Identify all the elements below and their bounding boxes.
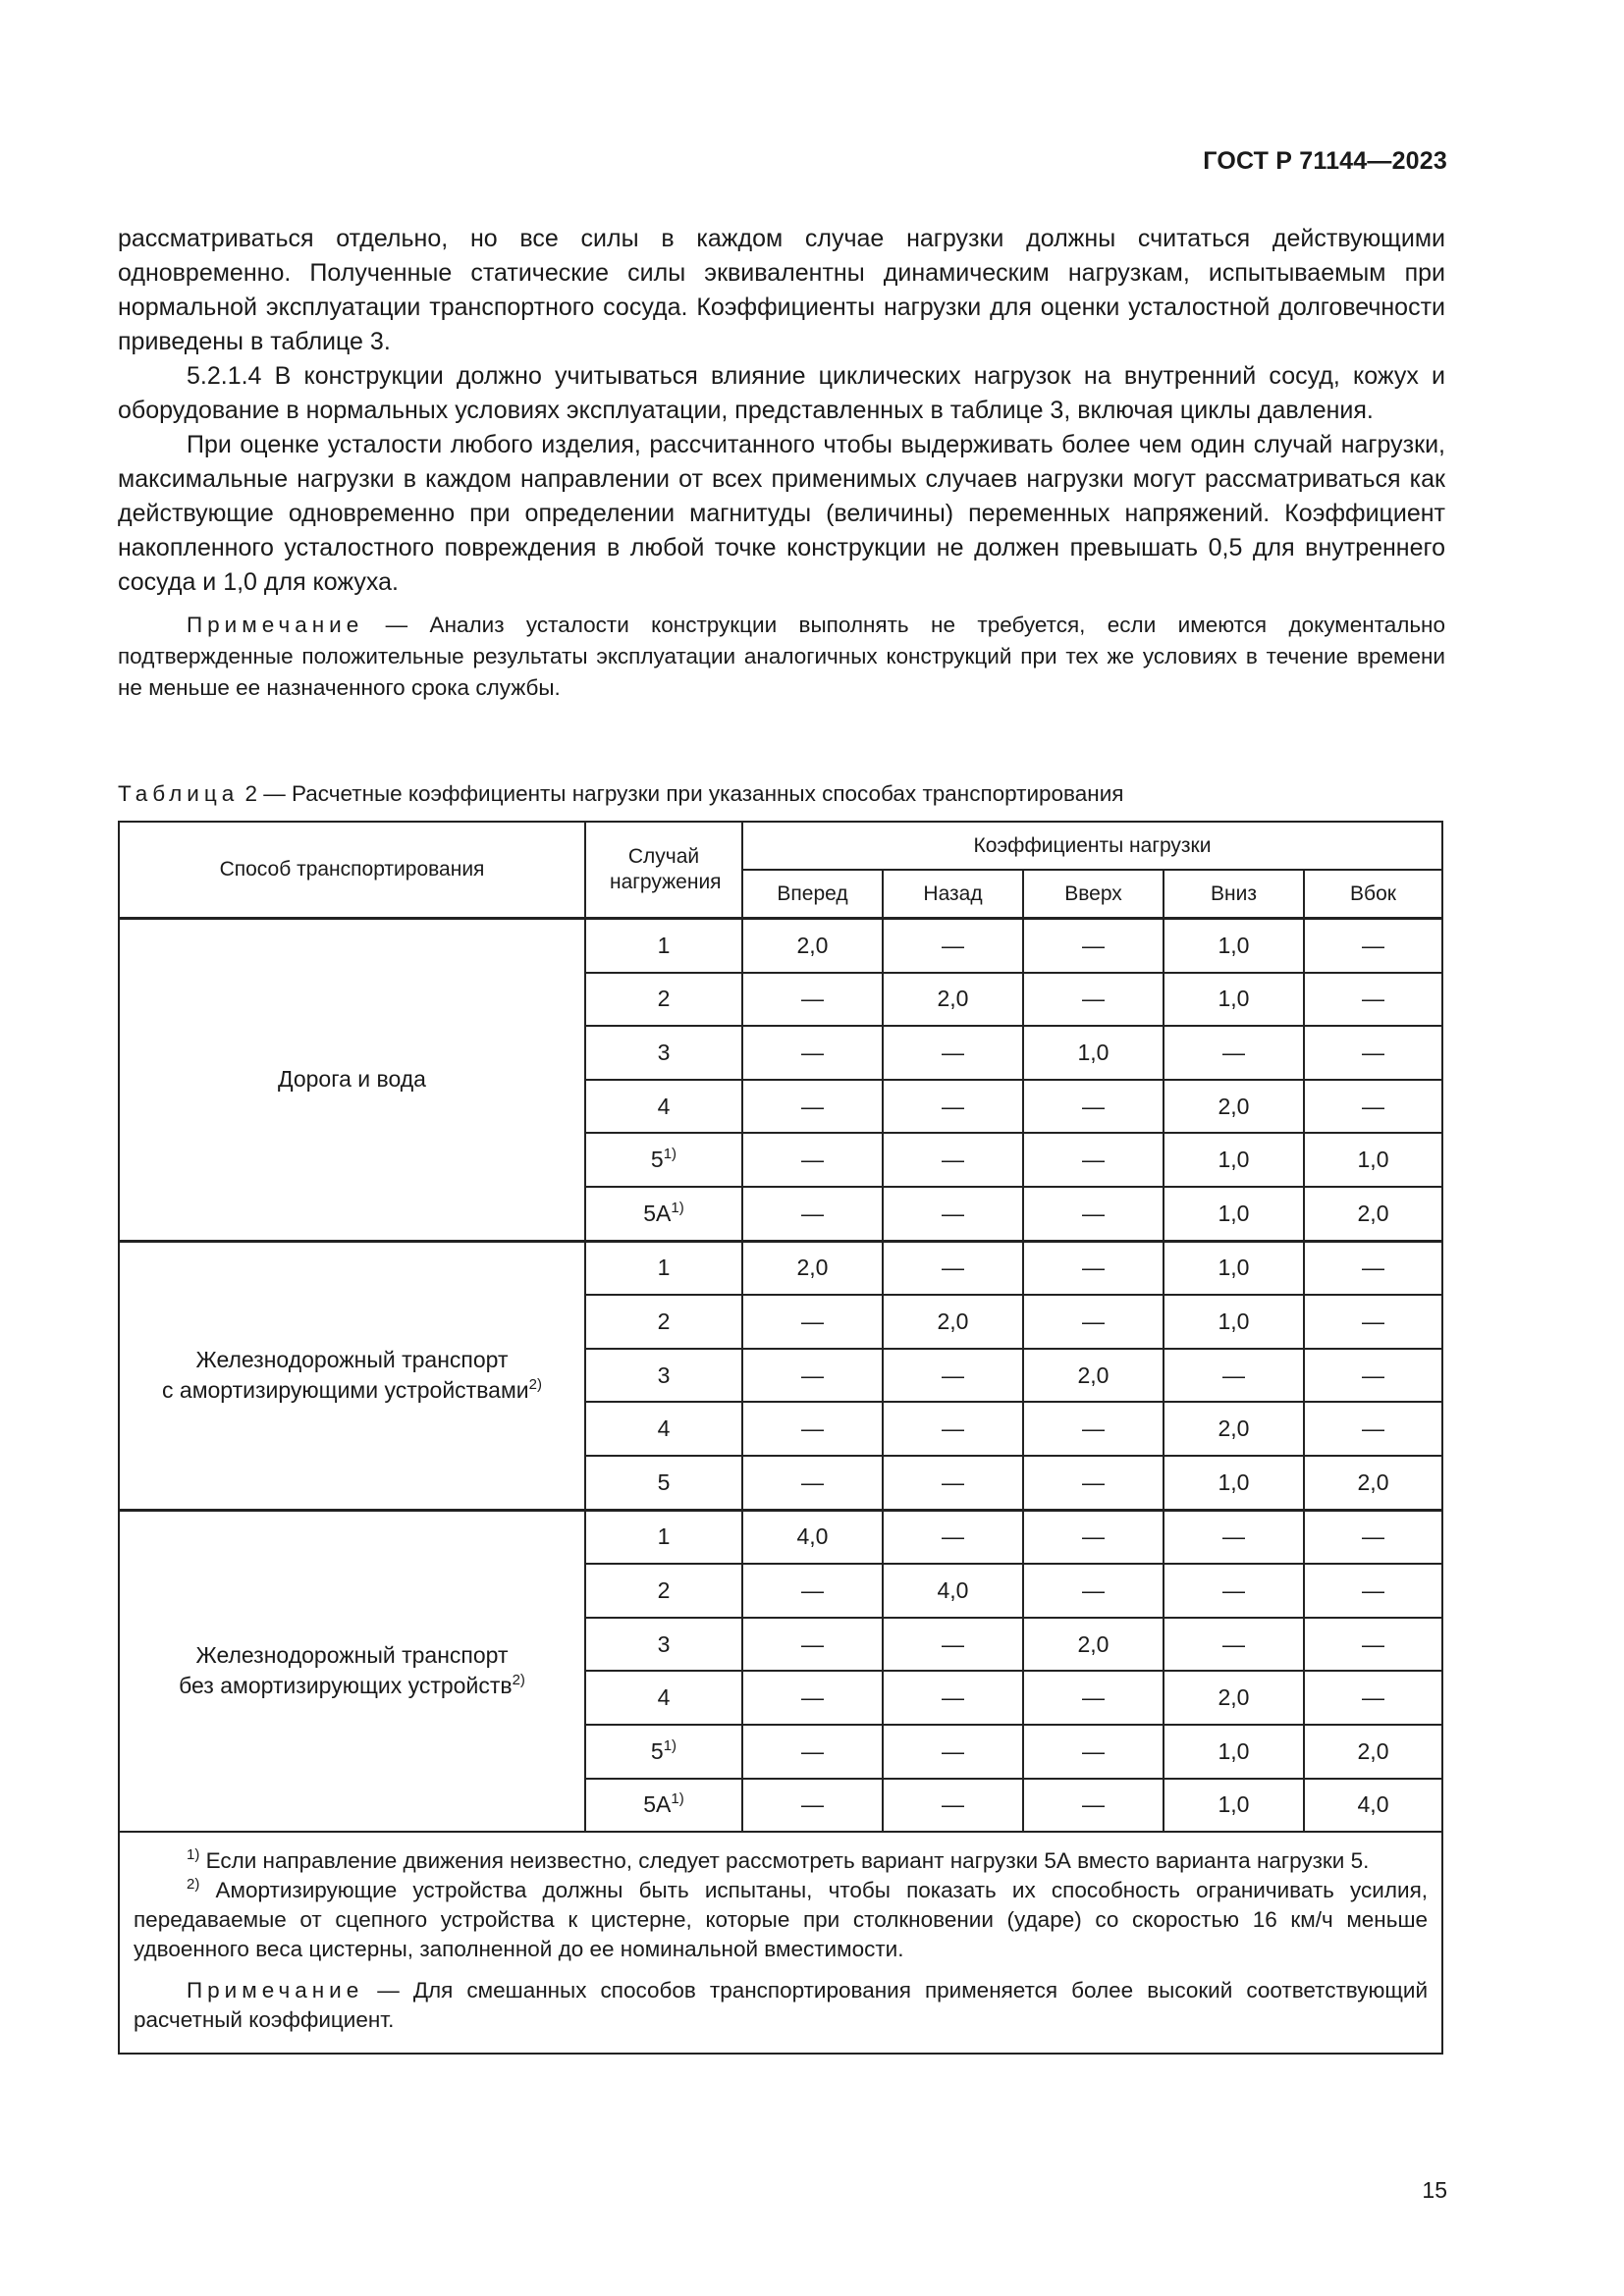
load-case-number: 2	[657, 986, 671, 1012]
coef-down: —	[1164, 1618, 1304, 1672]
transport-method-line1: Дорога и вода	[278, 1066, 426, 1093]
coef-down: 1,0	[1164, 1456, 1304, 1510]
table-caption-label: Таблица	[118, 781, 240, 806]
load-case-footnote-mark: 1)	[663, 1146, 677, 1163]
load-case-footnote-mark: 1)	[671, 1199, 684, 1216]
load-case-number: 5	[650, 1737, 664, 1764]
coef-back: —	[883, 1241, 1023, 1295]
load-case	[585, 1671, 742, 1725]
coef-forward: —	[742, 1402, 883, 1456]
coef-down: 1,0	[1164, 1187, 1304, 1241]
load-case-number: 5	[650, 1147, 664, 1173]
coef-forward: —	[742, 1187, 883, 1241]
load-case-number: 5А	[643, 1200, 672, 1226]
load-case-number: 3	[657, 1039, 671, 1065]
load-case	[585, 1618, 742, 1672]
footnote-2	[134, 1876, 1428, 1964]
load-case	[585, 1725, 742, 1779]
load-case	[585, 1295, 742, 1349]
coef-forward: —	[742, 1295, 883, 1349]
table-footnotes	[119, 1832, 1442, 2054]
load-case-number: 5	[657, 1468, 671, 1495]
load-coefficients-table	[118, 821, 1443, 2055]
footnote-1	[134, 1846, 1428, 1876]
transport-method-line2: без амортизирующих устройств	[179, 1673, 513, 1699]
paragraph-5-2-1-4: 5.2.1.4 В конструкции должно учитываться влияние циклических нагрузок на внутренний сосуд, кожух и оборудование в нормальных условиях эксплуатации, представленных в таблице 3, включая циклы давления.	[118, 362, 1445, 424]
table-row	[119, 1241, 1442, 1295]
coef-forward: —	[742, 1456, 883, 1510]
transport-method-line1: Железнодорожный транспорт	[195, 1347, 509, 1373]
coef-up: 2,0	[1023, 1618, 1164, 1672]
load-case-number: 1	[657, 1255, 671, 1281]
transport-method-line2: с амортизирующими устройствами	[162, 1377, 529, 1404]
coef-back: —	[883, 1080, 1023, 1134]
coef-back: —	[883, 1725, 1023, 1779]
transport-method	[119, 919, 585, 1242]
coef-forward: 4,0	[742, 1510, 883, 1564]
note-fatigue	[118, 610, 1445, 704]
load-case-number: 1	[657, 932, 671, 958]
table-body	[119, 919, 1442, 1833]
load-case-number: 4	[657, 1415, 671, 1442]
coef-side: —	[1304, 1402, 1442, 1456]
coef-down: 2,0	[1164, 1402, 1304, 1456]
coef-down: 1,0	[1164, 1779, 1304, 1833]
coef-back: 2,0	[883, 973, 1023, 1027]
coef-down: 1,0	[1164, 1241, 1304, 1295]
coef-back: —	[883, 1779, 1023, 1833]
coef-back: 4,0	[883, 1564, 1023, 1618]
coef-up: —	[1023, 973, 1164, 1027]
coef-up: —	[1023, 1564, 1164, 1618]
load-case-number: 3	[657, 1630, 671, 1657]
transport-method	[119, 1241, 585, 1510]
header-forward: Вперед	[742, 870, 883, 919]
coef-forward: —	[742, 1725, 883, 1779]
footnote-2-mark: 2)	[187, 1876, 200, 1894]
coef-down: —	[1164, 1564, 1304, 1618]
footnote-1-text: Если направление движения неизвестно, следует рассмотреть вариант нагрузки 5А вместо варианта нагрузки 5.	[199, 1848, 1370, 1874]
header-up: Вверх	[1023, 870, 1164, 919]
coef-back: —	[883, 1187, 1023, 1241]
load-case	[585, 1026, 742, 1080]
coef-forward: —	[742, 1618, 883, 1672]
coef-forward: —	[742, 1349, 883, 1403]
coef-side: —	[1304, 1349, 1442, 1403]
table-caption	[118, 781, 1123, 807]
coef-side: —	[1304, 1564, 1442, 1618]
footnote-1-mark: 1)	[187, 1846, 200, 1864]
header-down: Вниз	[1164, 870, 1304, 919]
coef-up: —	[1023, 1402, 1164, 1456]
load-case	[585, 1349, 742, 1403]
load-case	[585, 1402, 742, 1456]
load-case-number: 4	[657, 1093, 671, 1119]
load-case	[585, 1779, 742, 1833]
coef-down: 2,0	[1164, 1671, 1304, 1725]
coef-side: —	[1304, 1241, 1442, 1295]
coef-up: —	[1023, 1133, 1164, 1187]
body-text	[118, 222, 1445, 704]
header-coefficients: Коэффициенты нагрузки	[742, 822, 1442, 870]
standard-code: ГОСТ Р 71144—2023	[1203, 147, 1447, 175]
paragraph-fatigue: При оценке усталости любого изделия, рассчитанного чтобы выдерживать более чем один случай нагрузки, максимальные нагрузки в каждом направлении от всех применимых случаев нагрузки могут рассматриваться как действующие одновременно при определении магнитуды (величины) переменных напряжений. Коэффициент накопленного усталостного повреждения в любой точке конструкции не должен превышать 0,5 для внутреннего сосуда и 1,0 для кожуха.	[118, 431, 1445, 596]
coef-forward: —	[742, 1564, 883, 1618]
table-note	[134, 1976, 1428, 2035]
coef-side: —	[1304, 973, 1442, 1027]
load-case	[585, 1133, 742, 1187]
coef-side: —	[1304, 1510, 1442, 1564]
coef-forward: —	[742, 973, 883, 1027]
load-case	[585, 1080, 742, 1134]
load-case	[585, 919, 742, 973]
coef-up: —	[1023, 1241, 1164, 1295]
coef-side: —	[1304, 1026, 1442, 1080]
table-caption-text: 2 — Расчетные коэффициенты нагрузки при указанных способах транспортирования	[239, 781, 1124, 806]
coef-down: 2,0	[1164, 1080, 1304, 1134]
load-case	[585, 1510, 742, 1564]
table-note-text: — Для смешанных способов транспортирования применяется более высокий соответствующий расчетный коэффициент.	[134, 1978, 1429, 2033]
transport-method-footnote-mark: 2)	[512, 1672, 525, 1689]
coef-side: 4,0	[1304, 1779, 1442, 1833]
coef-forward: 2,0	[742, 919, 883, 973]
coef-back: —	[883, 1456, 1023, 1510]
coef-forward: —	[742, 1779, 883, 1833]
coef-forward: —	[742, 1671, 883, 1725]
coef-side: —	[1304, 1080, 1442, 1134]
load-case-number: 2	[657, 1576, 671, 1603]
coef-back: —	[883, 1349, 1023, 1403]
page-number: 15	[1422, 2177, 1447, 2203]
table-row	[119, 1510, 1442, 1564]
coef-up: —	[1023, 1187, 1164, 1241]
load-case	[585, 1187, 742, 1241]
load-case-number: 2	[657, 1308, 671, 1334]
coef-up: —	[1023, 1510, 1164, 1564]
table-note-label: Примечание	[187, 1978, 364, 2003]
coef-forward: —	[742, 1080, 883, 1134]
load-case	[585, 1564, 742, 1618]
note-label: Примечание	[187, 613, 364, 637]
coef-back: —	[883, 1618, 1023, 1672]
coef-side: —	[1304, 1295, 1442, 1349]
header-side: Вбок	[1304, 870, 1442, 919]
coef-back: —	[883, 919, 1023, 973]
load-case	[585, 1456, 742, 1510]
load-case-number: 4	[657, 1684, 671, 1711]
load-case	[585, 1241, 742, 1295]
transport-method	[119, 1510, 585, 1832]
coef-up: —	[1023, 1080, 1164, 1134]
coef-back: —	[883, 1026, 1023, 1080]
coef-side: —	[1304, 919, 1442, 973]
note-text: — Анализ усталости конструкции выполнять не требуется, если имеются документально подтвержденные положительные результаты эксплуатации аналогичных конструкций при тех же условиях в течение времени не меньше ее назначенного срока службы.	[118, 613, 1445, 700]
header-back: Назад	[883, 870, 1023, 919]
coef-side: —	[1304, 1618, 1442, 1672]
header-case-text: Случай нагружения	[610, 845, 722, 893]
coef-back: —	[883, 1510, 1023, 1564]
transport-method-footnote-mark: 2)	[528, 1376, 542, 1394]
coef-forward: —	[742, 1026, 883, 1080]
coef-up: —	[1023, 1295, 1164, 1349]
coef-up: —	[1023, 919, 1164, 973]
load-case-number: 5А	[643, 1791, 672, 1818]
coef-up: —	[1023, 1725, 1164, 1779]
coef-back: —	[883, 1402, 1023, 1456]
coef-down: —	[1164, 1510, 1304, 1564]
coef-down: 1,0	[1164, 1295, 1304, 1349]
coef-side: 2,0	[1304, 1456, 1442, 1510]
coef-up: —	[1023, 1456, 1164, 1510]
load-case-footnote-mark: 1)	[663, 1736, 677, 1754]
transport-method-line1: Железнодорожный транспорт	[195, 1642, 509, 1669]
coef-forward: 2,0	[742, 1241, 883, 1295]
coef-back: —	[883, 1671, 1023, 1725]
coef-down: 1,0	[1164, 1725, 1304, 1779]
coef-down: 1,0	[1164, 973, 1304, 1027]
paragraph-continuation: рассматриваться отдельно, но все силы в каждом случае нагрузки должны считаться действующими одновременно. Полученные статические силы эквивалентны динамическим нагрузкам, испытываемым при нормальной эксплуатации транспортного сосуда. Коэффициенты нагрузки для оценки усталостной долговечности приведены в таблице 3.	[118, 225, 1445, 355]
coef-side: 1,0	[1304, 1133, 1442, 1187]
coef-forward: —	[742, 1133, 883, 1187]
coef-side: 2,0	[1304, 1187, 1442, 1241]
load-case-number: 1	[657, 1523, 671, 1550]
load-case-footnote-mark: 1)	[671, 1790, 684, 1808]
header-method: Способ транспортирования	[119, 822, 585, 919]
load-case	[585, 973, 742, 1027]
coef-back: —	[883, 1133, 1023, 1187]
coef-side: 2,0	[1304, 1725, 1442, 1779]
coef-down: 1,0	[1164, 919, 1304, 973]
coef-back: 2,0	[883, 1295, 1023, 1349]
coef-down: —	[1164, 1026, 1304, 1080]
coef-up: 2,0	[1023, 1349, 1164, 1403]
coef-up: 1,0	[1023, 1026, 1164, 1080]
header-case	[585, 822, 742, 919]
footnote-2-text: Амортизирующие устройства должны быть испытаны, чтобы показать их способность ограничивать усилия, передаваемые от сцепного устройства к цистерне, которые при столкновении (ударе) со скоростью 16 км/ч меньше удвоенного веса цистерны, заполненной до ее номинальной вместимости.	[134, 1878, 1429, 1962]
coef-up: —	[1023, 1779, 1164, 1833]
table-row	[119, 919, 1442, 973]
coef-down: —	[1164, 1349, 1304, 1403]
coef-down: 1,0	[1164, 1133, 1304, 1187]
load-case-number: 3	[657, 1362, 671, 1388]
coef-side: —	[1304, 1671, 1442, 1725]
coef-up: —	[1023, 1671, 1164, 1725]
